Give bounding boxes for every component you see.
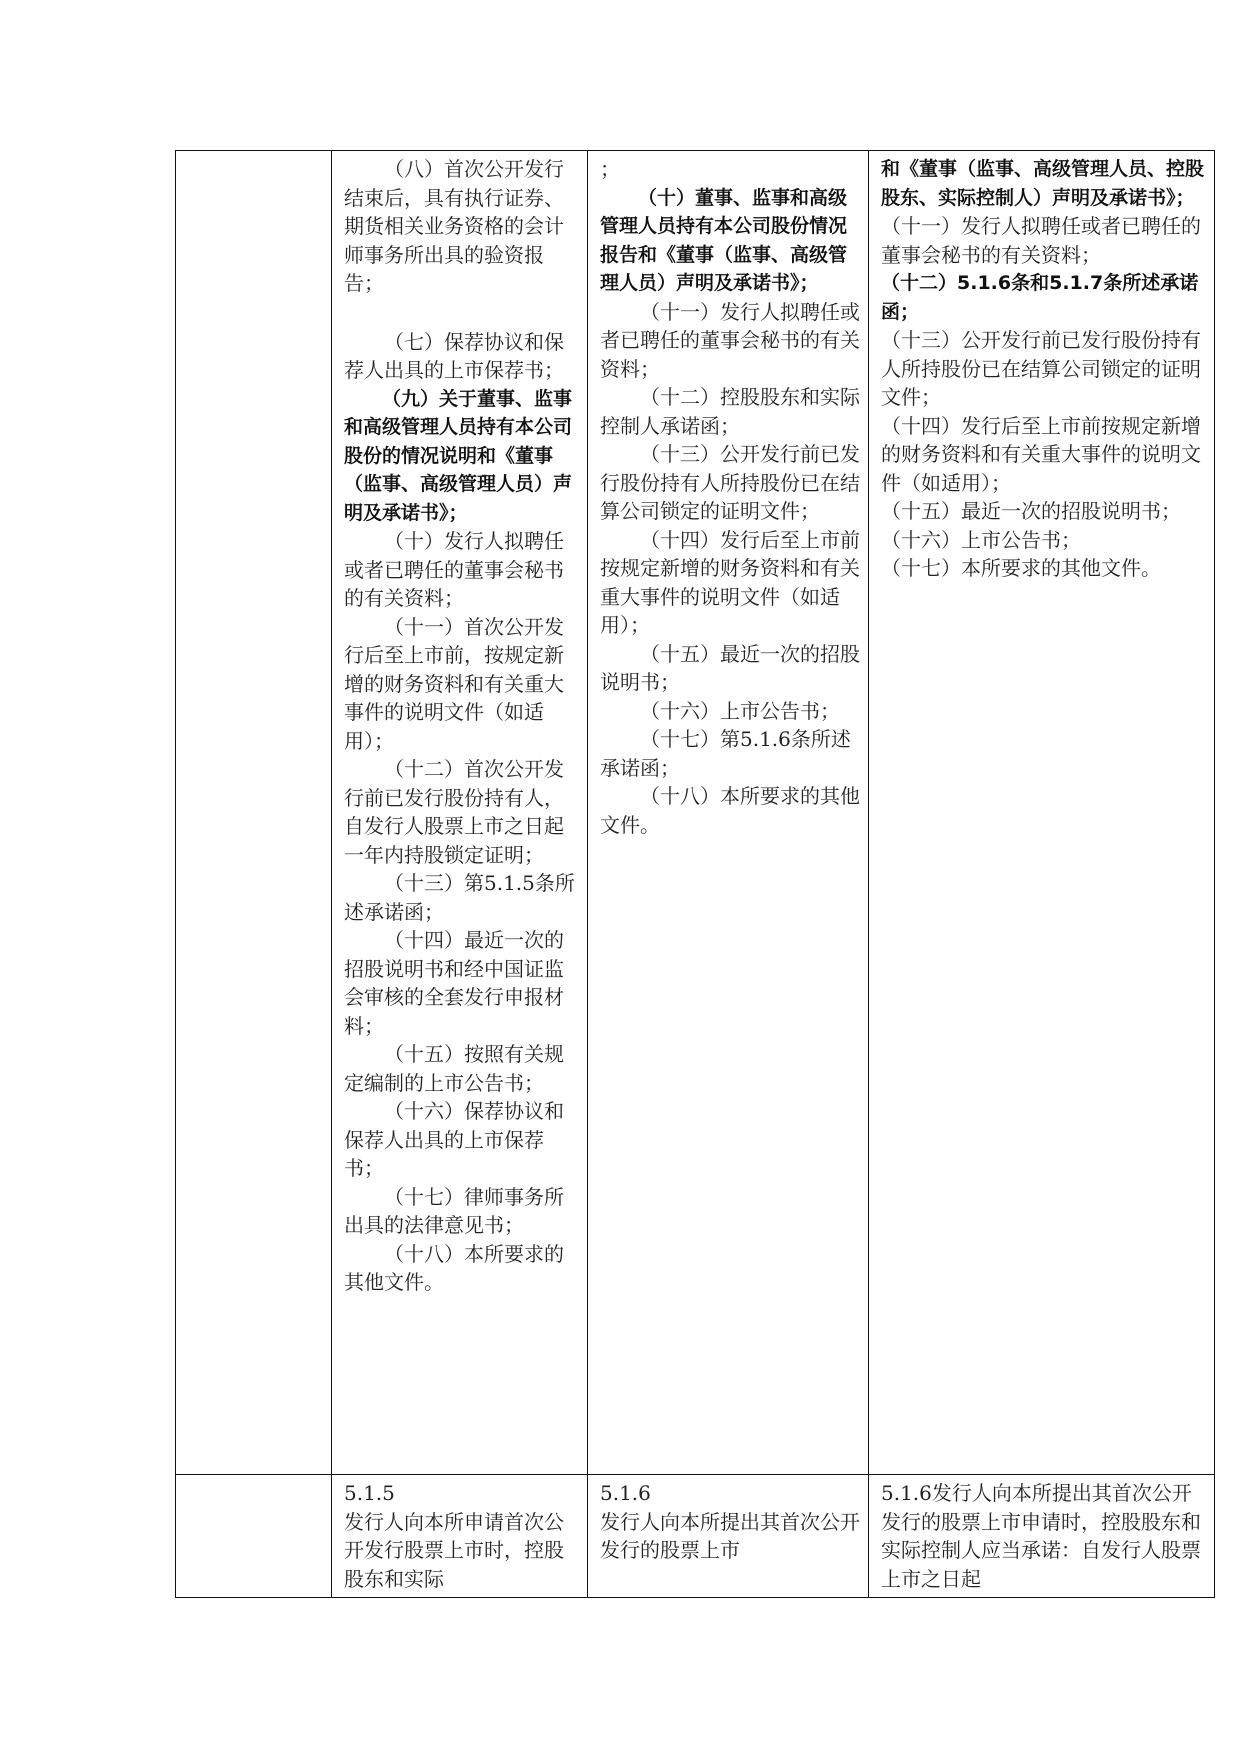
clause-paragraph: （九）关于董事、监事和高级管理人员持有本公司股份的情况说明和《董事（监事、高级管理人员）声明及承诺书》； — [344, 387, 573, 524]
clause-paragraph: （十三）公开发行前已发行股份持有人所持股份已在结算公司锁定的证明文件； — [600, 442, 860, 523]
clause-paragraph: （十二）控股股东和实际控制人承诺函； — [600, 385, 860, 438]
clause-paragraph: （十）发行人拟聘任或者已聘任的董事会秘书的有关资料； — [344, 529, 564, 610]
clause-paragraph: （十八）本所要求的其他文件。 — [344, 1241, 564, 1294]
clause-paragraph: （十）董事、监事和高级管理人员持有本公司股份情况报告和《董事（监事、高级管理人员）声明及承诺书》； — [600, 186, 848, 294]
clause-paragraph: （十三）公开发行前已发行股份持有人所持股份已在结算公司锁定的证明 — [881, 328, 1201, 381]
clause-paragraph: （十二）首次公开发行前已发行股份持有人，自发行人股票上市之日起一年内持股锁定证明； — [344, 757, 564, 867]
table-row — [176, 1475, 1215, 1598]
row1-col4-cell — [869, 151, 1215, 1475]
clause-paragraph: （十一）发行人拟聘任或者已聘任的董事会秘书的有关资料； — [600, 299, 860, 381]
clause-paragraph: （十八）本所要求的其他文件。 — [600, 784, 860, 837]
clause-paragraph: （十六）保荐协议和保荐人出具的上市保荐书； — [344, 1099, 564, 1180]
clause-paragraph: （十三）第5.1.5条所述承诺函； — [344, 871, 575, 924]
clause-paragraph: （十七）第5.1.6条所述承诺函； — [600, 727, 851, 780]
clause-paragraph: （十六）上市公告书； — [881, 527, 1081, 552]
clause-paragraph: （十四）发行后至上市前按规定新增的财务资料和有关重大事件的说明文件（如适用）； — [600, 527, 860, 637]
clause-paragraph: 5.1.5 — [344, 1481, 395, 1505]
clause-paragraph: （十四）最近一次的招股说明书和经中国证监会审核的全套发行申报材料； — [344, 928, 564, 1038]
clause-paragraph: 和《董事（监事、高级管理人员、控股股东、实际控制人）声明及承诺书》； — [881, 158, 1205, 209]
clause-paragraph: ； — [600, 157, 620, 181]
clause-paragraph: （十一）发行人拟聘任或者已聘任的董事会秘书的有关资料； — [881, 214, 1201, 267]
clause-paragraph: 发行人向本所申请首次公开发行股票上市时，控股股东和实际 — [344, 1509, 564, 1591]
row1-label-cell — [176, 151, 332, 1475]
clause-paragraph: 文件； — [881, 385, 941, 409]
row2-col3-cell — [588, 1475, 869, 1598]
comparison-table — [175, 150, 1215, 1598]
clause-paragraph: （十七）本所要求的其他文件。 — [881, 556, 1161, 580]
clause-paragraph: （十七）律师事务所出具的法律意见书； — [344, 1184, 564, 1237]
table-row — [176, 151, 1215, 1475]
clause-paragraph: （十六）上市公告书； — [640, 698, 840, 723]
row2-col2-cell — [332, 1475, 588, 1598]
clause-paragraph: （十五）按照有关规定编制的上市公告书； — [344, 1042, 564, 1095]
row2-col4-cell — [869, 1475, 1215, 1598]
clause-paragraph: （八）首次公开发行结束后，具有执行证券、期货相关业务资格的会计师事务所出具的验资报告； — [344, 157, 564, 295]
clause-paragraph: （十五）最近一次的招股说明书； — [600, 641, 860, 694]
row1-col2-cell — [332, 151, 588, 1475]
clause-paragraph: 发行人向本所提出其首次公开发行的股票上市 — [600, 1509, 860, 1562]
row1-col3-cell — [588, 151, 869, 1475]
clause-paragraph: 5.1.6发行人向本所提出其首次公开发行的股票上市申请时，控股股东和实际控制人应当承诺：自发行人股票上市之日起 — [881, 1481, 1201, 1591]
clause-paragraph: （十五）最近一次的招股说明书； — [881, 499, 1181, 523]
clause-paragraph: （十一）首次公开发行后至上市前，按规定新增的财务资料和有关重大事件的说明文件（如适用）； — [344, 614, 564, 753]
clause-paragraph: （十二）5.1.6条和5.1.7条所述承诺函； — [881, 272, 1199, 323]
clause-paragraph: （七）保荐协议和保荐人出具的上市保荐书； — [344, 329, 564, 382]
clause-paragraph: 5.1.6 — [600, 1481, 651, 1505]
clause-paragraph: （十四）发行后至上市前按规定新增的财务资料和有关重大事件的说明文件（如适用）； — [881, 413, 1201, 495]
row2-label-cell — [176, 1475, 332, 1598]
paragraph-spacer — [344, 298, 579, 328]
